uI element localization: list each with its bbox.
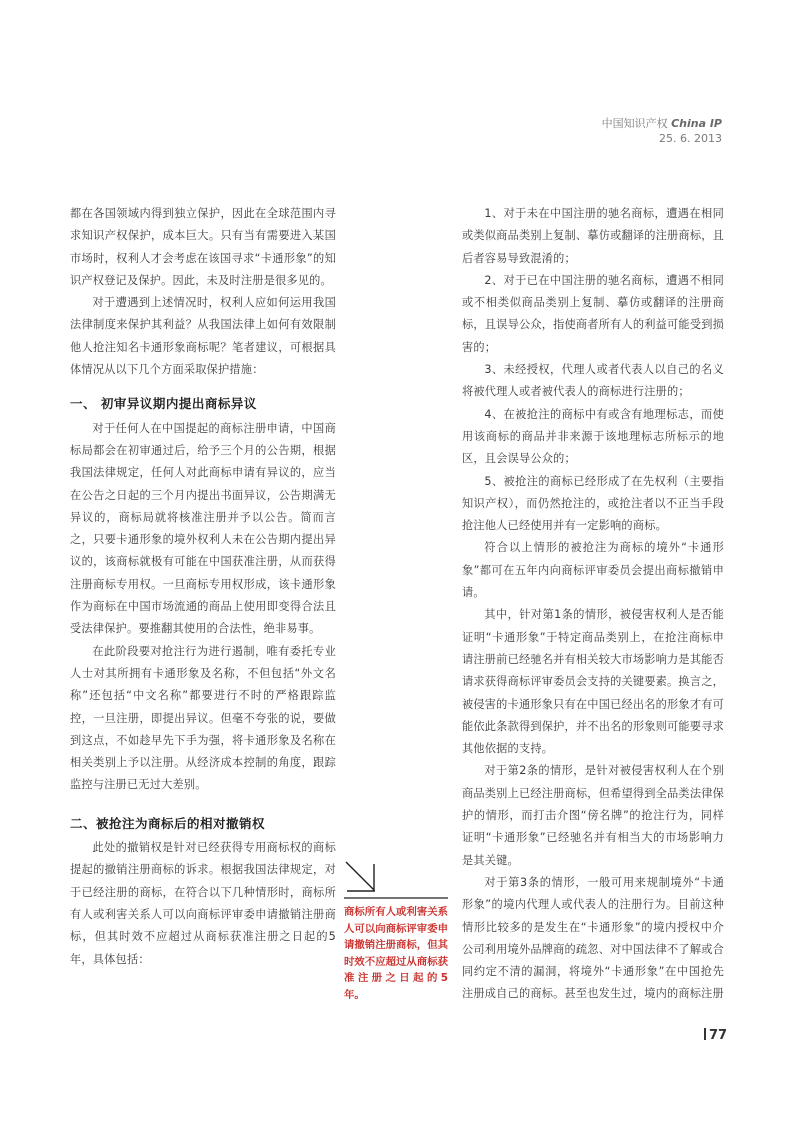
magazine-name-en: China IP (671, 117, 722, 130)
page-number-bar (704, 1028, 706, 1040)
paragraph: 对于任何人在中国提起的商标注册申请，中国商标局都会在初审通过后，给予三个月的公告期，根据我国法律规定，任何人对此商标申请有异议的，应当在公告之日起的三个月内提出书面异议，公告期满无异议的，商标局就将核准注册并予以公告。简而言之，只要卡通形象的境外权利人未在公告期内提出异议的，该商标就极有可能在中国获准注册，从而获得注册商标专用权。一旦商标专用权形成，该卡通形象作为商标在中国市场流通的商品上使用即变得合法且受法律保护。要推翻其使用的合法性，绝非易事。 (70, 421, 336, 636)
pull-quote-box (344, 860, 448, 1004)
paragraph: 对于第2条的情形，是针对被侵害权利人在个别商品类别上已经注册商标，但希望得到全品类法律保护的情形，而打击介图“傍名牌”的抢注行为，同样证明“卡通形象”已经驰名并有相当大的市场影响力是其关键。 (462, 764, 724, 867)
arrow-corner-icon (344, 860, 448, 900)
list-item: 5、被抢注的商标已经形成了在先权利（主要指知识产权），而仍然抢注的，或抢注者以不正当手段抢注他人已经使用并有一定影响的商标。 (462, 474, 724, 533)
section-heading-2: 二、被抢注为商标后的相对撤销权 (70, 815, 266, 831)
paragraph: 其中，针对第1条的情形，被侵害权利人是否能证明“卡通形象”于特定商品类别上，在抢注商标申请注册前已经驰名并有相关较大市场影响力是其能否请求获得商标评审委员会支持的关键要素。换言之，被侵害的卡通形象只有在中国已经出名的形象才有可能依此条款得到保护，并不出名的形象则可能要寻求其他依据的支持。 (462, 608, 724, 756)
paragraph: 此处的撤销权是针对已经获得专用商标权的商标提起的撤销注册商标的诉求。根据我国法律规定，对于已经注册的商标，在符合以下几种情形时，商标所有人或利害关系人可以向商标评审委申请撤销注册商标，但其时效不应超过从商标获准注册之日起的5年，具体包括： (70, 841, 336, 966)
page-number-text: 77 (709, 1028, 728, 1043)
paragraph: 都在各国领域内得到独立保护，因此在全球范围内寻求知识产权保护，成本巨大。只有当有需要进入某国市场时，权利人才会考虑在该国寻求“卡通形象”的知识产权登记及保护。因此，未及时注册是很多见的。 (70, 207, 336, 287)
section-heading-1: 一、 初审异议期内提出商标异议 (70, 396, 257, 412)
paragraph: 对于第3条的情形，一般可用来规制境外“卡通形象”的境内代理人或代表人的注册行为。目前这种情形比较多的是发生在“卡通形象”的境内授权中介公司利用境外品牌商的疏忽、对中国法律不了解或合同约定不清的漏洞，将境外“卡通形象”在中国抢先注册成自己的商标。甚至也发生过，境内的商标注册 (462, 875, 724, 1001)
running-header (602, 116, 722, 146)
paragraph: 在此阶段要对抢注行为进行遏制，唯有委托专业人士对其所拥有卡通形象及名称，不但包括“外文名称”还包括“中文名称”都要进行不时的严格跟踪监控，一旦注册，即提出异议。但毫不夸张的说，要做到这点，不如趁早先下手为强，将卡通形象及名称在相关类别上予以注册。从经济成本控制的角度，跟踪监控与注册已无过大差别。 (70, 644, 336, 792)
list-item: 3、未经授权，代理人或者代表人以自己的名义将被代理人或者被代表人的商标进行注册的； (462, 363, 724, 399)
issue-date: 25. 6. 2013 (659, 132, 722, 145)
page-number (704, 1028, 727, 1043)
list-item: 4、在被抢注的商标中有或含有地理标志，而使用该商标的商品并非来源于该地理标志所标示的地区，且会误导公众的； (462, 407, 724, 466)
list-item: 1、对于未在中国注册的驰名商标，遭遇在相同或类似商品类别上复制、摹仿或翻译的注册商标，且后者容易导致混淆的； (462, 207, 724, 265)
right-column (462, 203, 724, 1006)
list-item: 2、对于已在中国注册的驰名商标，遭遇不相同或不相类似商品类别上复制、摹仿或翻译的注册商标，且误导公众，指使商者所有人的利益可能受到损害的； (462, 273, 724, 354)
pull-quote-text: 商标所有人或利害关系人可以向商标评审委申请撤销注册商标，但其时效不应超过从商标获准注册之日起的5 年。 (344, 906, 448, 1001)
magazine-name-cn: 中国知识产权 (601, 117, 668, 130)
left-column (70, 203, 336, 971)
paragraph: 对于遭遇到上述情况时，权利人应如何运用我国法律制度来保护其利益？从我国法律上如何有效限制他人抢注知名卡通形象商标呢？笔者建议，可根据具体情况从以下几个方面采取保护措施： (70, 296, 336, 377)
paragraph: 符合以上情形的被抢注为商标的境外“卡通形象”都可在五年内向商标评审委员会提出商标撤销申请。 (462, 541, 724, 600)
